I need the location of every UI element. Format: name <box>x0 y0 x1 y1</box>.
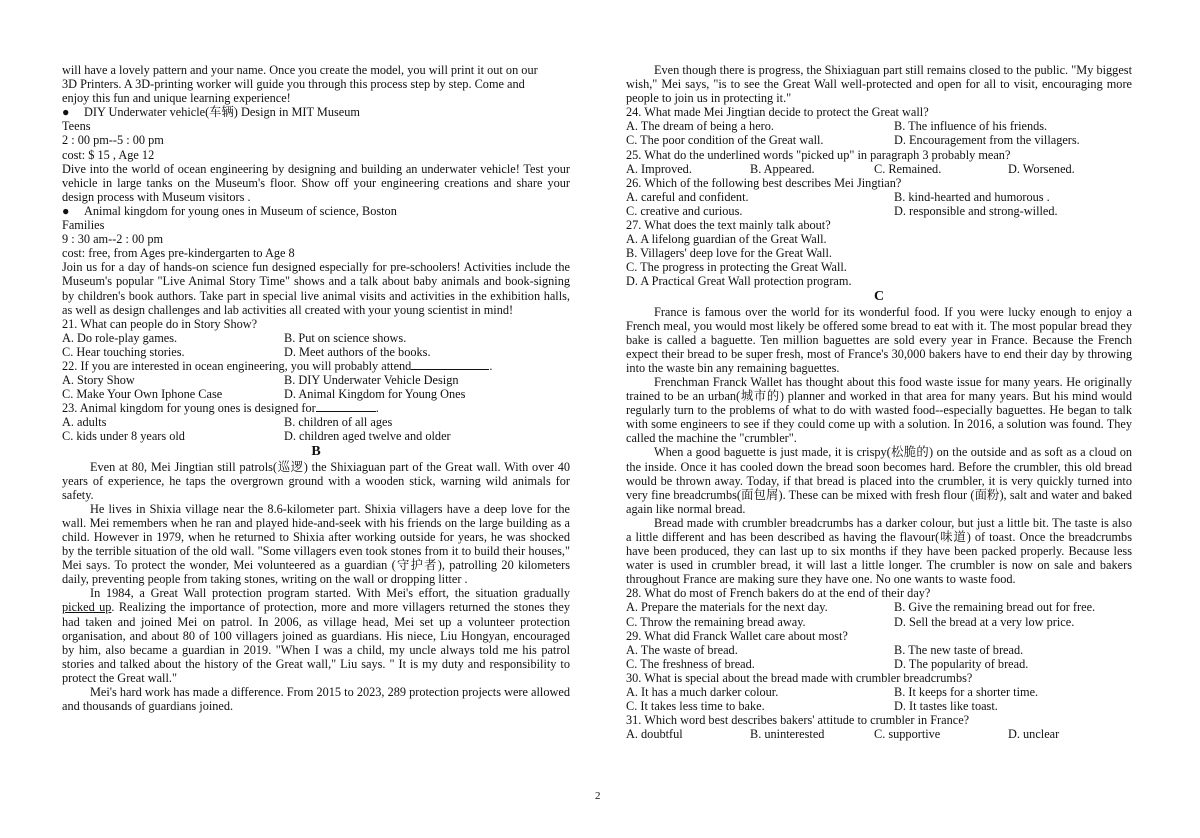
option-b: B. kind-hearted and humorous . <box>894 189 1050 204</box>
event-title: ● Animal kingdom for young ones in Museum of science, Boston <box>62 203 397 218</box>
question-stem: 22. If you are interested in ocean engineering, you will probably attend . <box>62 358 493 373</box>
option-d: D. Animal Kingdom for Young Ones <box>284 387 466 402</box>
answer-blank <box>411 359 489 370</box>
option-b: B. children of all ages <box>284 415 393 430</box>
options-row <box>62 429 570 443</box>
options-row <box>626 119 1132 133</box>
question-stem: 30. What is special about the bread made with crumbler breadcrumbs? <box>626 670 973 685</box>
option-d: D. The popularity of bread. <box>894 656 1029 671</box>
option-a: A. It has a much darker colour. <box>626 685 779 700</box>
option-a: A. The waste of bread. <box>626 642 738 657</box>
option-d: D. A Practical Great Wall protection program. <box>626 274 852 289</box>
option-c: C. Hear touching stories. <box>62 344 185 359</box>
question-stem: 27. What does the text mainly talk about? <box>626 218 831 233</box>
options-row <box>626 600 1132 614</box>
passage-paragraph: Mei's hard work has made a difference. From 2015 to 2023, 289 protection projects were allowed and thousands of guardians joined. <box>62 685 570 714</box>
options-row <box>626 162 1132 176</box>
question-stem: 23. Animal kingdom for young ones is designed for . <box>62 401 379 416</box>
event-cost: cost: $ 15 , Age 12 <box>62 147 155 162</box>
option-c: C. Throw the remaining bread away. <box>626 614 806 629</box>
options-row <box>626 699 1132 713</box>
left-column <box>62 63 570 713</box>
passage-paragraph: In 1984, a Great Wall protection program started. With Mei's effort, the situation gradually picked up. Realizing the importance of protection, more and more villagers returned the stones they had taken and joined Mei on patrol. In 2006, as village head, Mei set up a volunteer protection organisation, and about 80 of 100 villagers joined as guardians. His niece, Liu Hongyan, encouraged by him, also became a guardian in 2019. "When I was a child, my uncle always told me his patrol stories and talked about the history of the Great wall," Liu says. " It is my duty and responsibility to protect the Great wall." <box>62 586 571 685</box>
question-stem: 24. What made Mei Jingtian decide to protect the Great wall? <box>626 105 929 120</box>
question-stem: 26. Which of the following best describes Mei Jingtian? <box>626 175 902 190</box>
passage-paragraph: Even at 80, Mei Jingtian still patrols(巡逻) the Shixiaguan part of the Great wall. With over 40 years of experience, he taps the overgrown ground with a wooden stick, warning wild animals for safety. <box>62 459 570 502</box>
option-b: B. Appeared. <box>750 161 815 176</box>
option-b: B. uninterested <box>750 727 825 742</box>
page-number: 2 <box>595 790 601 802</box>
bullet-icon: ● <box>62 203 70 218</box>
option-b: B. Give the remaining bread out for free. <box>894 600 1096 615</box>
option-c: C. The progress in protecting the Great Wall. <box>626 260 847 275</box>
event-audience: Families <box>62 218 105 233</box>
options-row <box>626 643 1132 657</box>
option-c: C. The freshness of bread. <box>626 656 755 671</box>
options-row <box>62 345 570 359</box>
question-stem: 28. What do most of French bakers do at the end of their day? <box>626 586 931 601</box>
options-row <box>626 657 1132 671</box>
question-stem: 29. What did Franck Wallet care about most? <box>626 628 848 643</box>
event-time: 9 : 30 am--2 : 00 pm <box>62 232 164 247</box>
options-row <box>626 615 1132 629</box>
option-a: A. adults <box>62 415 107 430</box>
option-d: D. children aged twelve and older <box>284 429 451 444</box>
option-b: B. The influence of his friends. <box>894 119 1048 134</box>
option-d: D. responsible and strong-willed. <box>894 203 1058 218</box>
passage-paragraph: France is famous over the world for its wonderful food. If you were lucky enough to enjoy a French meal, you would most likely be offered some bread to eat with it. The most popular bread they bake is called a baguette. Ten million baguettes are sold every year in France. Because the French expect their bread to be super fresh, most of France's 30,000 bakers have to end their day by throwing into the waste bin any remaining baguettes. <box>626 304 1132 375</box>
intro-line: will have a lovely pattern and your name. Once you create the model, you will print it out on our <box>62 63 538 77</box>
option-c: C. kids under 8 years old <box>62 429 185 444</box>
event-audience: Teens <box>62 119 91 134</box>
option-a: A. The dream of being a hero. <box>626 119 774 134</box>
option-c: C. creative and curious. <box>626 203 743 218</box>
options-row <box>62 331 570 345</box>
options-row <box>626 727 1132 741</box>
intro-line: enjoy this fun and unique learning experience! <box>62 91 291 106</box>
option-a: A. Improved. <box>626 161 692 176</box>
options-row <box>626 685 1132 699</box>
bullet-icon: ● <box>62 105 70 120</box>
option-b: B. Put on science shows. <box>284 330 407 345</box>
option-d: D. Worsened. <box>1008 161 1075 176</box>
question-stem: 31. Which word best describes bakers' attitude to crumbler in France? <box>626 713 970 728</box>
passage-paragraph: Frenchman Franck Wallet has thought about this food waste issue for many years. He originally trained to be an urban(城市的) planner and worked in that area for many years. But his mind would regularly turn to the problems of what to do with wasted food--especially baguettes. He began to talk with some engineers to see if they could come up with a solution. In 2016, a solution was found. They called the machine the "crumbler". <box>626 374 1132 446</box>
option-c: C. supportive <box>874 727 941 742</box>
option-c: C. It takes less time to bake. <box>626 699 765 714</box>
event-title: ● DIY Underwater vehicle(车辆) Design in MIT Museum <box>62 105 360 120</box>
underlined-phrase: picked up <box>62 600 112 615</box>
event-time: 2 : 00 pm--5 : 00 pm <box>62 133 164 148</box>
option-a: A. careful and confident. <box>626 189 749 204</box>
answer-blank <box>316 401 376 412</box>
event-cost: cost: free, from Ages pre-kindergarten to Age 8 <box>62 246 295 261</box>
section-heading: C <box>873 288 885 304</box>
question-stem: 25. What do the underlined words "picked up" in paragraph 3 probably mean? <box>626 147 1011 162</box>
option-a: A. Story Show <box>62 373 135 388</box>
option-c: C. Make Your Own Iphone Case <box>62 387 223 402</box>
options-row <box>626 190 1132 204</box>
option-a: A. Prepare the materials for the next day. <box>626 600 828 615</box>
option-c: C. Remained. <box>874 161 942 176</box>
option-b: B. It keeps for a shorter time. <box>894 685 1039 700</box>
section-heading: B <box>311 443 321 459</box>
question-stem: 21. What can people do in Story Show? <box>62 316 258 331</box>
option-d: D. Meet authors of the books. <box>284 344 431 359</box>
event-description: Dive into the world of ocean engineering by designing and building an underwater vehicle! Test your vehicle in large tanks on the Museum's floor. Show off your engineering creations and share your design process with Museum visitors . <box>62 161 570 204</box>
option-d: D. Encouragement from the villagers. <box>894 133 1080 148</box>
option-a: A. doubtful <box>626 727 683 742</box>
passage-paragraph: Bread made with crumbler breadcrumbs has a darker colour, but just a little bit. The taste is also a little different and has been described as having the flavour(味道) of toast. Once the breadcrumbs have been produced, they can last up to six months if they have been packed properly. Because less water is used in crumbler bread, it will last a little longer. The crumbler is now on sale and bakers throughout France are making sure they have one. No one wants to waste food. <box>626 515 1132 587</box>
option-a: A. Do role-play games. <box>62 330 178 345</box>
option-d: D. It tastes like toast. <box>894 699 998 714</box>
options-row <box>626 133 1132 147</box>
options-row <box>62 415 570 429</box>
option-b: B. Villagers' deep love for the Great Wall. <box>626 246 832 261</box>
option-c: C. The poor condition of the Great wall. <box>626 133 824 148</box>
passage-paragraph: Even though there is progress, the Shixiaguan part still remains closed to the public. "My biggest wish," Mei says, "is to see the Great Wall well-protected and open for all to visit, encouraging more people to join us in protecting it." <box>626 63 1132 106</box>
option-b: B. The new taste of bread. <box>894 642 1024 657</box>
intro-line: 3D Printers. A 3D-printing worker will guide you through this process step by step. Come and <box>62 77 525 92</box>
passage-paragraph: When a good baguette is just made, it is crispy(松脆的) on the outside and as soft as a cloud on the inside. Once it has cooled down the bread soon becomes hard. Before the crumbler, this old bread would be thrown away. Today, if that bread is placed into the crumbler, it is very quickly turned into very fine breadcrumbs(面包屑). These can be mixed with fresh flour (面粉), salt and water and baked again like normal bread. <box>626 445 1132 516</box>
passage-paragraph: He lives in Shixia village near the 8.6-kilometer part. Shixia villagers have a deep love for the wall. Mei remembers when he ran and played hide-and-seek with his friends on the large building as a child. However in 1979, when he returned to Shixia after working outside for years, he was shocked by the terrible situation of the old wall. "Some villagers even took stones from it to build their houses," Mei says. To protect the wonder, Mei volunteered as a guardian (守护者), patrolling 20 kilometers daily, preventing people from taking stones, writing on the wall or dropping litter . <box>62 501 570 587</box>
option-b: B. DIY Underwater Vehicle Design <box>284 373 459 388</box>
option-a: A. A lifelong guardian of the Great Wall. <box>626 232 827 247</box>
event-description: Join us for a day of hands-on science fun designed especially for pre-schoolers! Activities include the Museum's popular "Live Animal Story Time" shows and a talk about baby animals and book-signing by children's book authors. Take part in special live animal visits and activities in the exhibition halls, as well as design challenges and lab activities all created with your young scientist in mind! <box>62 260 570 317</box>
option-d: D. Sell the bread at a very low price. <box>894 614 1075 629</box>
options-row <box>62 387 570 401</box>
options-row <box>626 204 1132 218</box>
right-column <box>626 63 1132 741</box>
options-row <box>62 373 570 387</box>
option-d: D. unclear <box>1008 727 1060 742</box>
